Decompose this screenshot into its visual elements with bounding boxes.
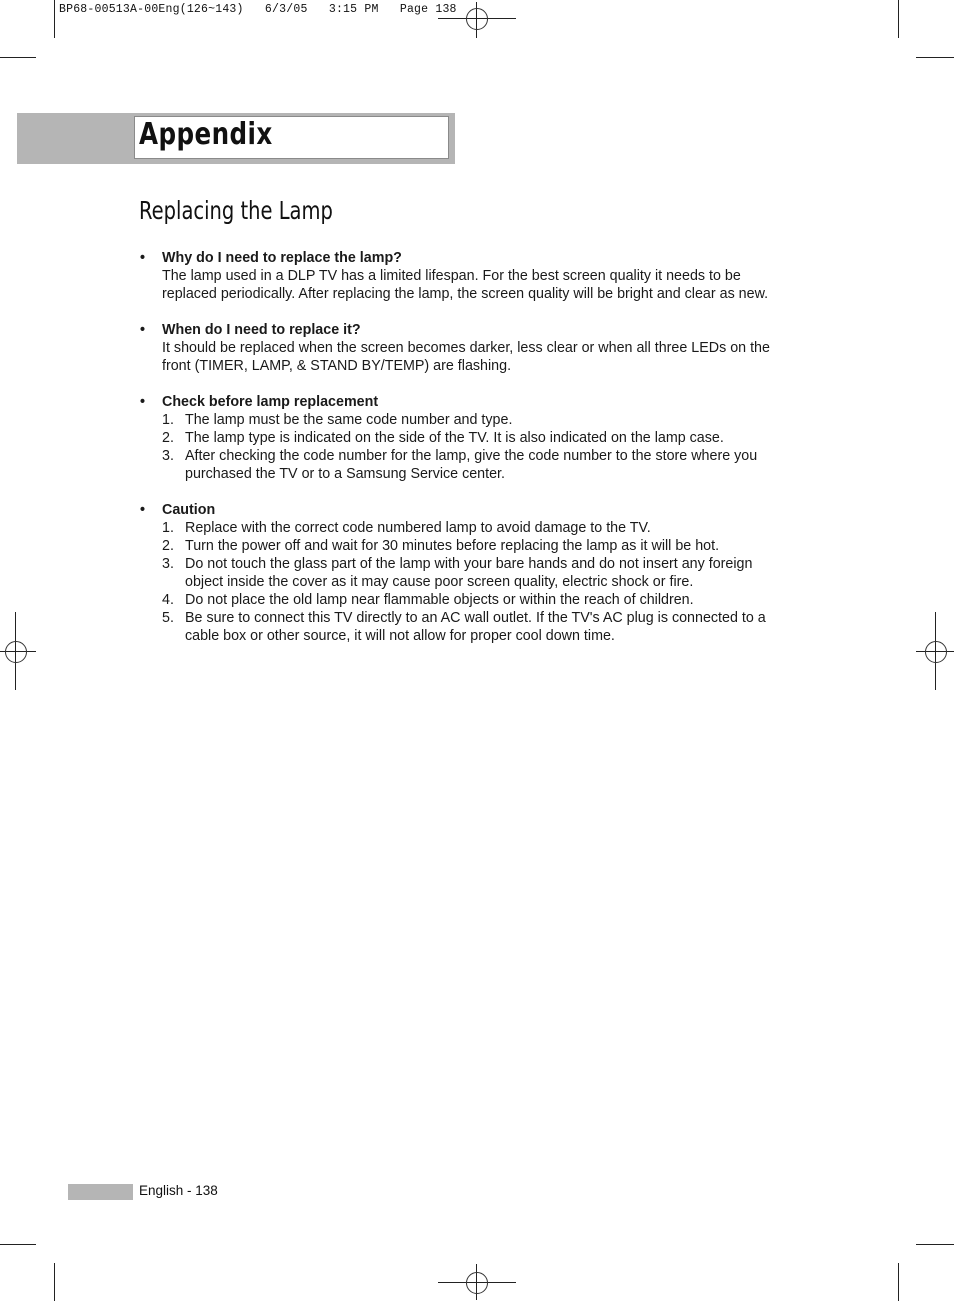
heading-text: Why do I need to replace the lamp? <box>162 250 402 266</box>
crop-mark <box>916 1244 954 1245</box>
crop-mark <box>0 57 36 58</box>
section-heading <box>139 249 819 267</box>
bullet: • <box>140 250 146 266</box>
item-number: 2. <box>162 538 174 554</box>
item-line: After checking the code number for the lamp, give the code number to the store where you <box>185 448 758 464</box>
list-item <box>139 537 819 555</box>
item-number: 1. <box>162 520 174 536</box>
item-line: Be sure to connect this TV directly to an AC wall outlet. If the TV's AC plug is connected to a <box>185 610 766 626</box>
footer-bar <box>68 1184 133 1200</box>
crop-mark <box>916 57 954 58</box>
section-heading <box>139 501 819 519</box>
item-line: object inside the cover as it may cause poor screen quality, electric shock or fire. <box>185 574 694 590</box>
heading-text: Caution <box>162 502 216 518</box>
bullet: • <box>140 502 146 518</box>
crop-mark <box>0 1244 36 1245</box>
paragraph-line: replaced periodically. After replacing the lamp, the screen quality will be bright and clear as new. <box>162 286 769 302</box>
item-line: Do not place the old lamp near flammable objects or within the reach of children. <box>185 592 694 608</box>
page-number: English - 138 <box>139 1183 218 1198</box>
page-title: Appendix <box>139 117 273 152</box>
paragraph-line: It should be replaced when the screen becomes darker, less clear or when all three LEDs on the <box>162 340 770 356</box>
list-item <box>139 609 819 645</box>
item-number: 3. <box>162 556 174 572</box>
paragraph-line: The lamp used in a DLP TV has a limited lifespan. For the best screen quality it needs to be <box>162 268 741 284</box>
item-number: 3. <box>162 448 174 464</box>
item-line: Do not touch the glass part of the lamp with your bare hands and do not insert any foreign <box>185 556 753 572</box>
item-line: The lamp type is indicated on the side of the TV. It is also indicated on the lamp case. <box>185 430 724 446</box>
list-item <box>139 591 819 609</box>
registration-mark <box>925 641 947 663</box>
caution-section <box>139 501 819 645</box>
item-number: 5. <box>162 610 174 626</box>
why-replace-section <box>139 249 819 303</box>
crop-mark <box>898 0 899 38</box>
item-line: Replace with the correct code numbered lamp to avoid damage to the TV. <box>185 520 651 536</box>
item-line: Turn the power off and wait for 30 minutes before replacing the lamp as it will be hot. <box>185 538 720 554</box>
item-number: 2. <box>162 430 174 446</box>
bullet: • <box>140 322 146 338</box>
crop-mark <box>54 0 55 38</box>
heading-text: Check before lamp replacement <box>162 394 379 410</box>
item-line: The lamp must be the same code number and type. <box>185 412 513 428</box>
main-content <box>139 249 819 663</box>
list-item <box>139 429 819 447</box>
print-slug: BP68-00513A-00Eng(126~143) 6/3/05 3:15 PM Page 138 <box>59 3 457 16</box>
item-line: purchased the TV or to a Samsung Service center. <box>185 466 506 482</box>
registration-mark <box>5 641 27 663</box>
section-heading <box>139 321 819 339</box>
crop-mark <box>898 1263 899 1301</box>
bullet: • <box>140 394 146 410</box>
section-title: Replacing the Lamp <box>139 196 333 225</box>
section-heading <box>139 393 819 411</box>
item-number: 4. <box>162 592 174 608</box>
list-item <box>139 447 819 483</box>
list-item <box>139 555 819 591</box>
registration-mark <box>466 1272 488 1294</box>
item-line: cable box or other source, it will not allow for proper cool down time. <box>185 628 615 644</box>
list-item <box>139 519 819 537</box>
crop-mark <box>54 1263 55 1301</box>
heading-text: When do I need to replace it? <box>162 322 361 338</box>
item-number: 1. <box>162 412 174 428</box>
list-item <box>139 411 819 429</box>
registration-mark <box>466 8 488 30</box>
check-before-section <box>139 393 819 483</box>
paragraph-line: front (TIMER, LAMP, & STAND BY/TEMP) are flashing. <box>162 358 512 374</box>
when-replace-section <box>139 321 819 375</box>
